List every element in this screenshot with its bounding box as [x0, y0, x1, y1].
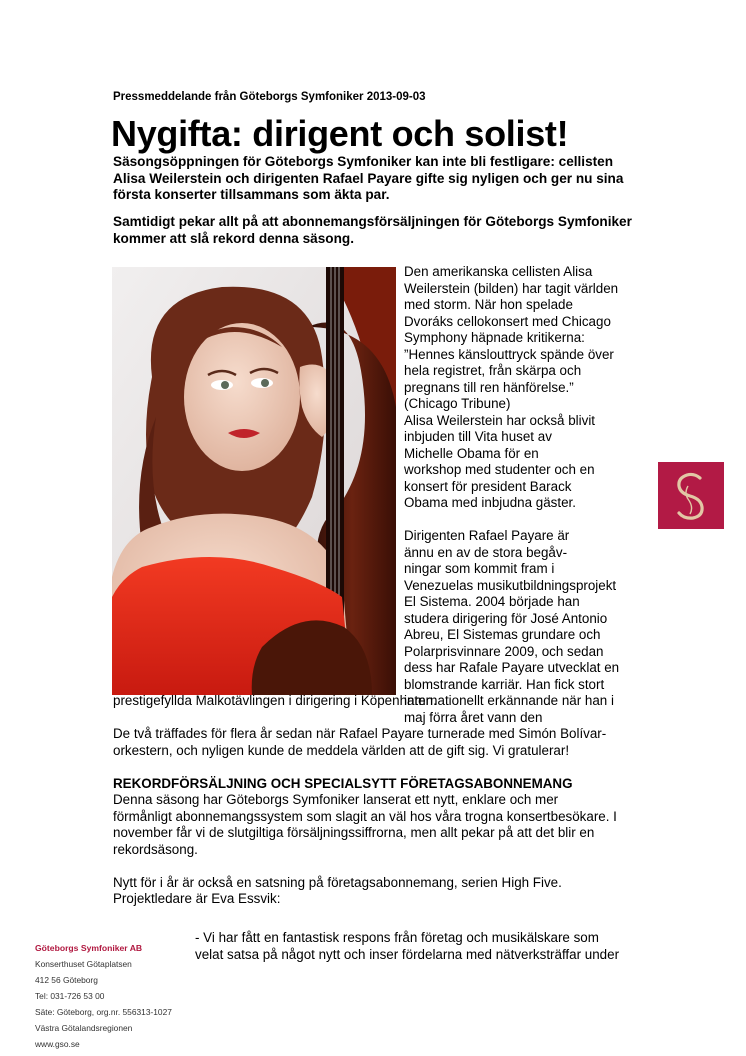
text-line: internationellt erkännande när han i: [404, 693, 614, 708]
quote-block: [195, 930, 645, 963]
phone-line: Tel: 031-726 53 00: [35, 991, 105, 1001]
text-line: El Sistema. 2004 började han: [404, 594, 580, 609]
text-line: prestigefyllda Malkotävlingen i dirigering i Köpenhamn.: [113, 693, 437, 708]
text-line: rekordsäsong.: [113, 841, 198, 857]
section-heading: REKORDFÖRSÄLJNING OCH SPECIALSYTT FÖRETAGSABONNEMANG: [113, 775, 573, 791]
website-link[interactable]: www.gso.se: [35, 1039, 80, 1049]
text-line: förmånligt abonnemangssystem som slagit an väl hos våra trogna konsertbesökare. I: [113, 808, 617, 824]
article-body: [113, 693, 643, 908]
text-line: november får vi de slutgiltiga försäljningssiffrorna, men allt pekar på att det blir en: [113, 825, 595, 840]
text-line: - Vi har fått en fantastisk respons från företag och musikälskare som: [195, 930, 599, 945]
text-line: Polarprisvinnare 2009, och sedan: [404, 643, 604, 659]
text-line: pregnans till ren hänförelse.”: [404, 379, 574, 395]
text-line: Nytt för i år är också en satsning på företagsabonnemang, serien High Five.: [113, 874, 562, 890]
lead-paragraph-2: Samtidigt pekar allt på att abonnemangsförsäljningen för Göteborgs Symfoniker kommer att slå rekord denna säsong.: [113, 214, 632, 246]
text-line: ningar som kommit fram i: [404, 561, 555, 576]
text-line: Projektledare är Eva Essvik:: [113, 891, 281, 906]
text-line: Dirigenten Rafael Payare är: [404, 528, 570, 543]
text-line: inbjuden till Vita huset av: [404, 429, 552, 444]
text-line: blomstrande karriär. Han fick stort: [404, 676, 605, 692]
address-line: 412 56 Göteborg: [35, 975, 98, 985]
text-line: Venezuelas musikutbildningsprojekt: [404, 577, 617, 593]
article-column: [404, 264, 639, 726]
cellist-portrait-photo: [112, 267, 396, 695]
text-line: Den amerikanska cellisten Alisa: [404, 264, 593, 279]
region-line: Västra Götalandsregionen: [35, 1023, 133, 1033]
text-line: Symphony häpnade kritikerna:: [404, 330, 585, 345]
contact-info: [35, 940, 195, 1052]
text-line: Michelle Obama för en: [404, 445, 539, 461]
text-line: Obama med inbjudna gäster.: [404, 495, 576, 510]
text-line: Weilerstein (bilden) har tagit världen: [404, 280, 619, 296]
text-line: Denna säsong har Göteborgs Symfoniker lanserat ett nytt, enklare och mer: [113, 792, 559, 807]
lead-paragraph-1: Säsongsöppningen för Göteborgs Symfoniker kan inte bli festligare: cellisten Alisa Weilerstein och dirigenten Rafael Payare gifte sig nyligen och ger nu sina första konserter tillsammans som äkta par.: [113, 154, 624, 202]
text-line: ”Hennes känslouttryck spände över: [404, 346, 614, 362]
text-line: konsert för president Barack: [404, 478, 572, 494]
organization-name: Göteborgs Symfoniker AB: [35, 943, 143, 953]
text-line: De två träffades för flera år sedan när Rafael Payare turnerade med Simón Bolívar-: [113, 726, 607, 741]
text-line: dess har Rafale Payare utvecklat en: [404, 660, 620, 675]
page-title: Nygifta: dirigent och solist!: [111, 113, 569, 154]
text-line: velat satsa på något nytt och inser fördelarna med nätverksträffar under: [195, 946, 620, 962]
address-line: Konserthuset Götaplatsen: [35, 959, 132, 969]
text-line: hela registret, från skärpa och: [404, 363, 582, 378]
text-line: (Chicago Tribune): [404, 396, 511, 411]
registration-line: Säte: Göteborg, org.nr. 556313-1027: [35, 1007, 172, 1017]
text-line: med storm. När hon spelade: [404, 297, 573, 312]
text-line: maj förra året vann den: [404, 709, 543, 725]
text-line: orkestern, och nyligen kunde de meddela världen att de gift sig. Vi gratulerar!: [113, 742, 570, 758]
text-line: Abreu, El Sistemas grundare och: [404, 627, 601, 642]
press-release-kicker: Pressmeddelande från Göteborgs Symfoniker 2013-09-03: [113, 91, 426, 103]
text-line: Dvoráks cellokonsert med Chicago: [404, 313, 611, 329]
gso-logo-icon: [658, 462, 724, 529]
text-line: Alisa Weilerstein har också blivit: [404, 412, 596, 428]
text-line: studera dirigering för José Antonio: [404, 610, 608, 626]
text-line: workshop med studenter och en: [404, 462, 595, 477]
text-line: ännu en av de stora begåv-: [404, 544, 568, 560]
